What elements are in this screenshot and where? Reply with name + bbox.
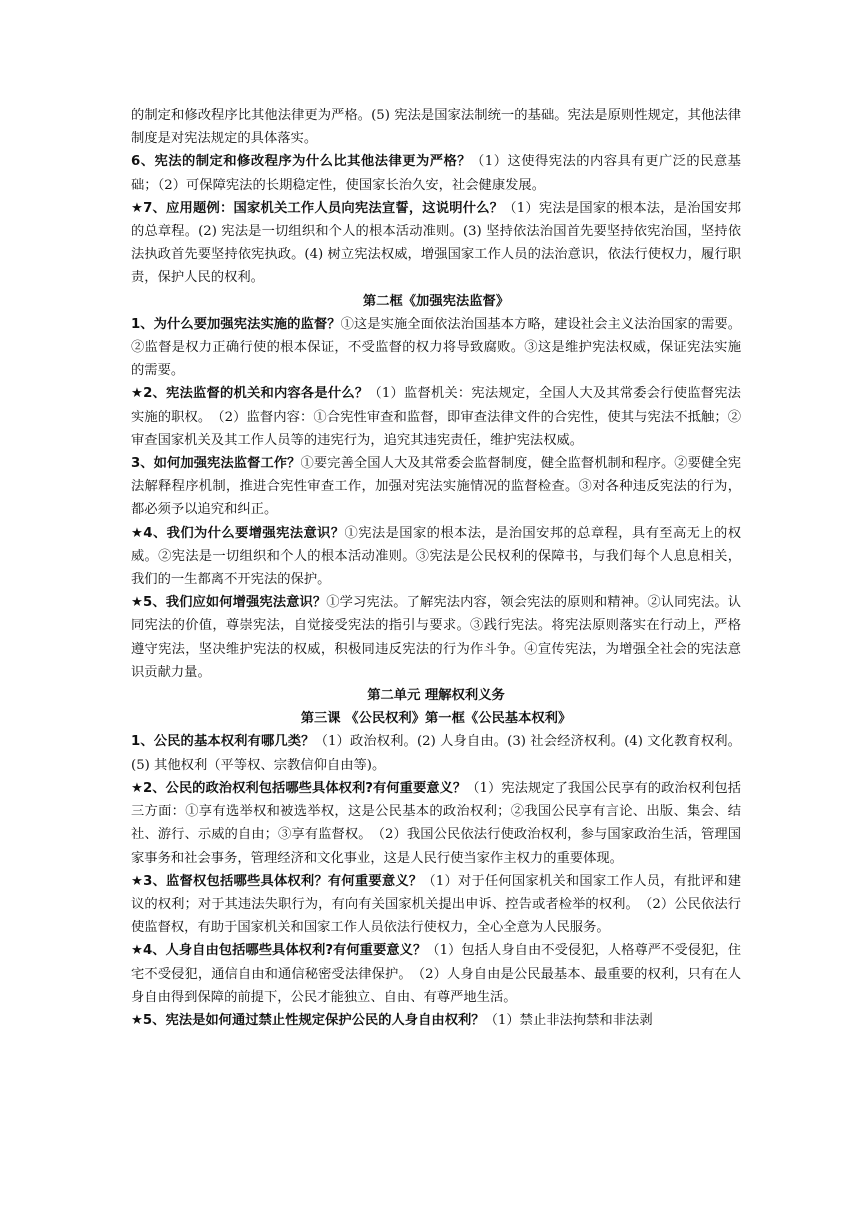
question-text: ★2、宪法监督的机关和内容各是什么？ (131, 386, 369, 402)
answer-text: （1）包括人身自由不受侵犯，人格尊严不受侵犯，住宅不受侵犯，通信自由和通信秘密受法律保护。 （2）人身自由是公民最基本、最重要的权利，只有在人身自由得到保障的前提下，公民才能独立、自由、有尊严地生活。 (131, 943, 741, 1005)
answer-text: （1）禁止非法拘禁和非法剥 (484, 1012, 653, 1028)
section-heading: 第三课 《公民权利》第一框《公民基本权利》 (300, 711, 572, 727)
answer-text: （1）监督机关：宪法规定，全国人大及其常委会行使监督宪法实施的职权。 （2）监督内容：①合宪性审查和监督，即审查法律文件的合宪性，使其与宪法不抵触；②审查国家机关及其工作人员等的违宪行为，追究其违宪责任，维护宪法权威。 (131, 386, 741, 448)
question-text: ★7、应用题例：国家机关工作人员向宪法宣誓，这说明什么？ (131, 200, 504, 216)
qa-paragraph (131, 591, 741, 684)
question-text: ★4、我们为什么要增强宪法意识？ (131, 525, 345, 541)
answer-text: （1）这使得宪法的内容具有更广泛的民意基础；（2）可保障宪法的长期稳定性，使国家长治久安，社会健康发展。 (131, 154, 741, 193)
qa-paragraph (131, 150, 741, 196)
answer-text: （1）宪法是国家的根本法，是治国安邦的总章程。(2) 宪法是一切组织和个人的根本活动准则。(3) 坚持依法治国首先要坚持依宪治国，坚持依法执政首先要坚持依宪执政。(4) 树立宪法权威，增强国家工作人员的法治意识，依法行使权力，履行职责，保护人民的权利。 (131, 200, 742, 286)
question-text: ★4、人身自由包括哪些具体权利?有何重要意义？ (131, 943, 427, 959)
question-text: ★5、宪法是如何通过禁止性规定保护公民的人身自由权利？ (131, 1012, 485, 1028)
qa-paragraph (131, 313, 741, 383)
answer-text: ①要完善全国人大及其常委会监督制度，健全监督机制和程序。②要健全宪法解释程序机制，推进合宪性审查工作，加强对宪法实施情况的监督检查。③对各种违反宪法的行为，都必须予以追究和纠正。 (131, 456, 742, 518)
qa-paragraph (131, 939, 741, 1009)
answer-text: （1）宪法规定了我国公民享有的政治权利包括三方面：①享有选举权和被选举权，这是公民基本的政治权利；②我国公民享有言论、出版、集会、结社、游行、示威的自由；③享有监督权。 （2）我国公民依法行使政治权利，参与国家政治生活，管理国家事务和社会事务，管理经济和文化事业，这是人民行使当家作主权力的重要体现。 (131, 780, 741, 866)
qa-paragraph (131, 452, 741, 522)
qa-paragraph (131, 382, 741, 452)
qa-paragraph (131, 870, 741, 940)
answer-text: ①这是实施全面依法治国基本方略，建设社会主义法治国家的需要。②监督是权力正确行使的根本保证，不受监督的权力将导致腐败。③这是维护宪法权威，保证宪法实施的需要。 (131, 316, 741, 379)
question-text: 1、为什么要加强宪法实施的监督？ (131, 316, 341, 332)
qa-paragraph (131, 777, 741, 870)
question-text: 6、宪法的制定和修改程序为什么比其他法律更为严格？ (131, 154, 472, 170)
question-text: 3、如何加强宪法监督工作？ (131, 456, 301, 472)
question-text: ★2、公民的政治权利包括哪些具体权利?有何重要意义？ (131, 780, 467, 796)
section-heading: 第二单元 理解权利义务 (367, 688, 505, 704)
qa-paragraph (131, 197, 741, 290)
qa-paragraph (131, 104, 741, 150)
qa-paragraph (131, 1009, 741, 1032)
section-heading: 第二框《加强宪法监督》 (362, 293, 510, 309)
answer-text: ①学习宪法。了解宪法内容，领会宪法的原则和精神。②认同宪法。认同宪法的价值，尊崇宪法，自觉接受宪法的指引与要求。③践行宪法。将宪法原则落实在行动上，严格遵守宪法，坚决维护宪法的权威，积极同违反宪法的行为作斗争。④宣传宪法，为增强全社会的宪法意识贡献力量。 (131, 595, 741, 680)
question-text: ★5、我们应如何增强宪法意识？ (131, 595, 327, 611)
answer-text: （1）对于任何国家机关和国家工作人员，有批评和建议的权利；对于其违法失职行为，有向有关国家机关提出申诉、控告或者检举的权利。 （2）公民依法行使监督权，有助于国家机关和国家工作人员依法行使权力，全心全意为人民服务。 (131, 873, 741, 936)
qa-paragraph (131, 730, 741, 776)
qa-paragraph (131, 522, 741, 592)
question-text: ★3、监督权包括哪些具体权利？有何重要意义？ (131, 873, 423, 889)
answer-text: ①宪法是国家的根本法，是治国安邦的总章程，具有至高无上的权威。②宪法是一切组织和个人的根本活动准则。③宪法是公民权利的保障书，与我们每个人息息相关，我们的一生都离不开宪法的保护。 (131, 525, 741, 588)
answer-text: 的制定和修改程序比其他法律更为严格。(5) 宪法是国家法制统一的基础。宪法是原则性规定，其他法律制度是对宪法规定的具体落实。 (131, 108, 741, 147)
document-content (131, 104, 741, 1032)
answer-text: （1）政治权利。(2) 人身自由。(3) 社会经济权利。(4) 文化教育权利。(5) 其他权利（平等权、宗教信仰自由等)。 (131, 734, 741, 773)
question-text: 1、公民的基本权利有哪几类？ (131, 734, 315, 750)
